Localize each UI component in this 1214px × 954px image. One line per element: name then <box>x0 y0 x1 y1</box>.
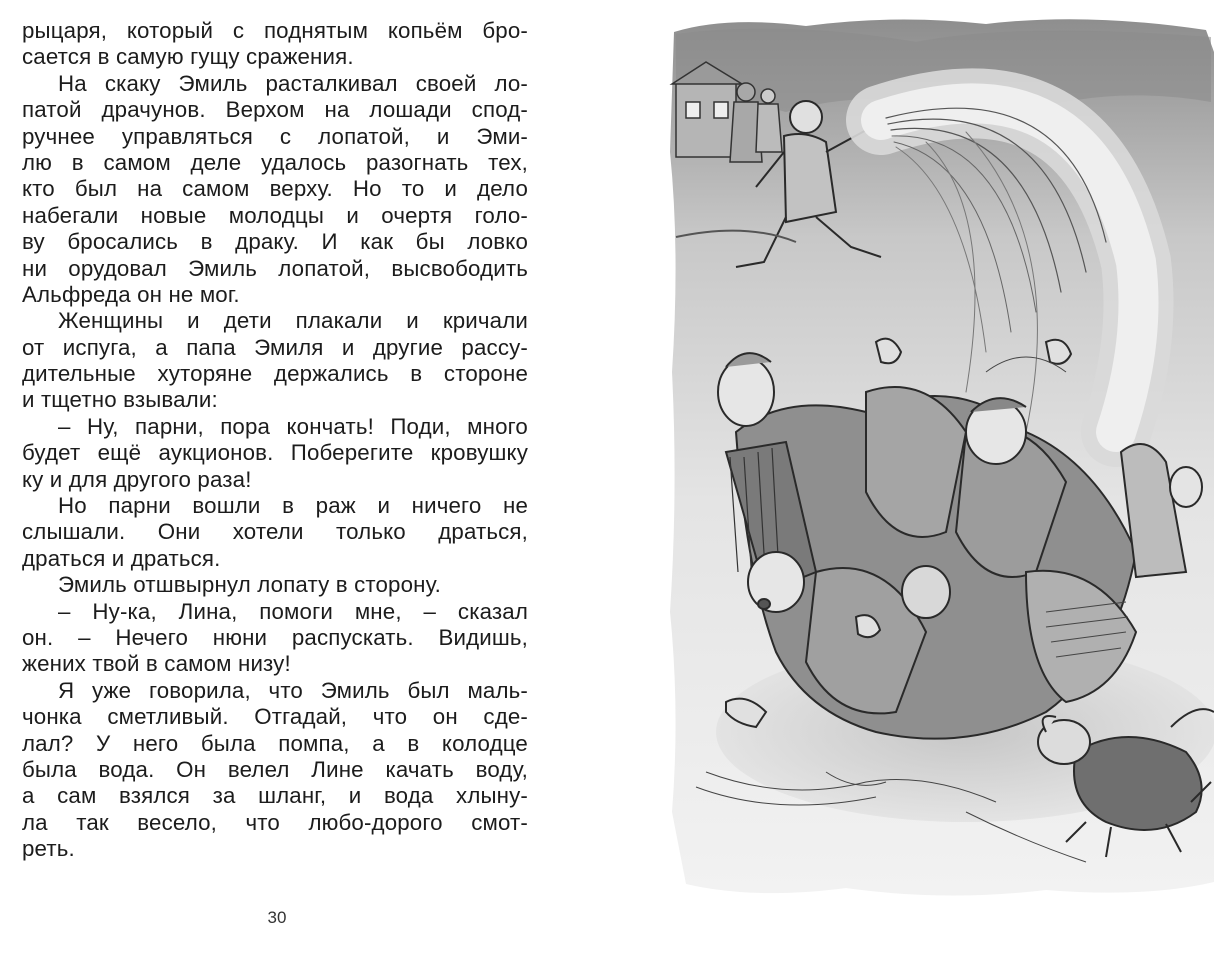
text-line: Я уже говорила, что Эмиль был маль- <box>58 677 528 703</box>
text-line: от испуга, а папа Эмиля и другие рассу- <box>22 334 528 360</box>
text-line: ни орудовал Эмиль лопатой, высвободить <box>22 255 528 281</box>
text-line: реть. <box>22 836 75 862</box>
text-line: а сам взялся за шланг, и вода хлыну- <box>22 783 528 809</box>
text-line: На скаку Эмиль расталкивал своей ло- <box>58 70 528 96</box>
text-line: была вода. Он велел Лине качать воду, <box>22 756 528 782</box>
text-line: Эмиль отшвырнул лопату в сторону. <box>58 572 442 598</box>
text-line: – Ну, парни, пора кончать! Поди, много <box>58 413 528 439</box>
text-line: ручнее управляться с лопатой, и Эми- <box>22 123 528 149</box>
ink-wash-drawing <box>666 12 1214 904</box>
text-line: лал? У него была помпа, а в колодце <box>22 730 528 756</box>
text-line: Альфреда он не мог. <box>22 281 240 307</box>
text-line: сается в самую гущу сражения. <box>22 44 354 70</box>
text-line: будет ещё аукционов. Поберегите кровушку <box>22 440 528 466</box>
text-line: Женщины и дети плакали и кричали <box>58 308 528 334</box>
text-line: рыцаря, который с поднятым копьём бро- <box>22 18 528 43</box>
text-line: патой драчунов. Верхом на лошади спод- <box>22 97 528 123</box>
page-text <box>22 18 528 863</box>
text-line: кто был на самом верху. Но то и дело <box>22 176 528 202</box>
text-line: Но парни вошли в раж и ничего не <box>58 493 528 519</box>
text-line: слышали. Они хотели только драться, <box>22 519 528 545</box>
text-line: лю в самом деле удалось разогнать тех, <box>22 149 528 175</box>
text-line: дительные хуторяне держались в стороне <box>22 361 528 387</box>
text-line: набегали новые молодцы и очертя голо- <box>22 202 528 228</box>
text-line: он. – Нечего нюни распускать. Видишь, <box>22 624 528 650</box>
fight-illustration <box>666 12 1214 904</box>
text-line: жених твой в самом низу! <box>22 651 291 677</box>
text-line: ву бросались в драку. И как бы ловко <box>22 229 528 255</box>
text-line: и тщетно взывали: <box>22 387 218 413</box>
text-line: – Ну-ка, Лина, помоги мне, – сказал <box>58 598 528 624</box>
text-line: драться и драться. <box>22 545 221 571</box>
text-line: ку и для другого раза! <box>22 466 252 492</box>
page-number: 30 <box>267 908 287 927</box>
text-line: ла так весело, что любо-дорого смот- <box>22 809 528 835</box>
text-line: чонка сметливый. Отгадай, что он сде- <box>22 704 528 730</box>
